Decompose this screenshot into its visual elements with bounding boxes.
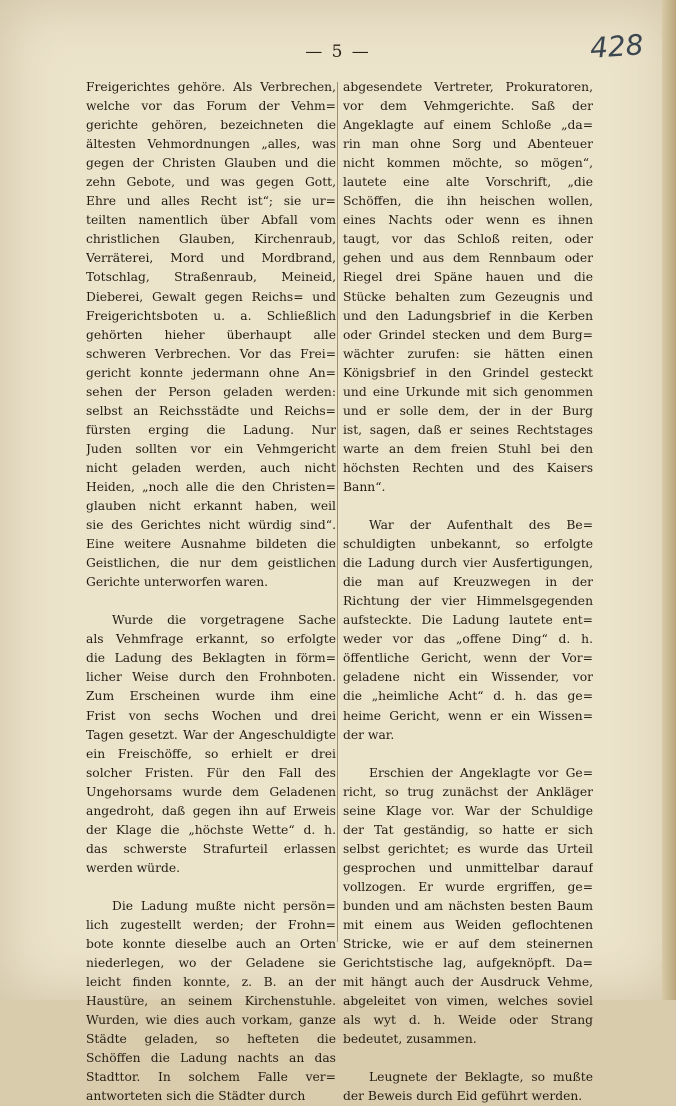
text-line: vor dem Vehmgerichte. Saß der [343, 99, 593, 114]
text-line: weder vor das „offene Ding“ d. h. [343, 632, 593, 647]
text-line: ältesten Vehmordnungen „alles, was [86, 137, 336, 152]
text-line: Verräterei, Mord und Mordbrand, [86, 251, 336, 266]
text-line: Tagen gesetzt. War der Angeschuldigte [86, 727, 336, 742]
text-line: niederlegen, wo der Geladene sie [86, 956, 336, 971]
text-line: nicht kommen möchte, so mögen“, [343, 156, 593, 171]
text-line: taugt, vor das Schloß reiten, oder [343, 232, 593, 247]
text-line: lautete eine alte Vorschrift, „die [343, 175, 593, 190]
text-line: Gerichte unterworfen waren. [86, 575, 269, 590]
paragraph [343, 516, 593, 745]
left-text-column [86, 78, 336, 1106]
text-line: rin man ohne Sorg und Abenteuer [343, 137, 593, 152]
text-line: ist, sagen, daß er seines Rechtstages [343, 422, 593, 437]
paragraph [343, 1068, 593, 1106]
text-line: heime Gericht, wenn er ein Wissen= [343, 708, 593, 723]
paragraph-gap [343, 745, 593, 764]
text-line: der war. [343, 727, 395, 742]
text-line: Leugnete der Beklagte, so mußte [369, 1070, 593, 1085]
text-line: wächter zurufen: sie hätten einen [343, 346, 593, 361]
text-line: die Ladung durch vier Ausfertigungen, [343, 556, 593, 571]
paragraph-gap [343, 1049, 593, 1068]
text-line: Stücke behalten zum Gezeugnis und [343, 289, 593, 304]
text-line: die „heimliche Acht“ d. h. das ge= [343, 689, 593, 704]
text-line: oder Grindel stecken und dem Burg= [343, 327, 593, 342]
text-line: Freigerichtes gehöre. Als Verbrechen, [86, 80, 336, 94]
text-line: glauben nicht erkannt haben, weil [86, 499, 336, 514]
text-line: Totschlag, Straßenraub, Meineid, [86, 270, 336, 285]
text-line: gerichte gehören, bezeichneten die [86, 118, 336, 133]
paragraph [343, 764, 593, 1050]
text-line: Stadttor. In solchem Falle ver= [86, 1070, 336, 1085]
text-line: christlichen Glauben, Kirchenraub, [86, 232, 336, 247]
text-line: Schöffen, die ihn heischen wollen, [343, 194, 593, 209]
text-line: Städte geladen, so hefteten die [86, 1032, 336, 1047]
text-line: Ungehorsams wurde dem Geladenen [86, 784, 336, 799]
text-line: fürsten erging die Ladung. Nur [86, 422, 336, 437]
text-line: höchsten Rechten und des Kaisers [343, 460, 593, 475]
text-line: und den Ladungsbrief in die Kerben [343, 308, 593, 323]
text-line: welche vor das Forum der Vehm= [86, 99, 336, 114]
text-line: bedeutet, zusammen. [343, 1032, 477, 1047]
text-line: der Klage die „höchste Wette“ d. h. [86, 822, 336, 837]
text-line: Angeklagte auf einem Schloße „da= [343, 118, 593, 133]
text-line: zehn Gebote, und was gegen Gott, [86, 175, 336, 190]
text-line: Frist von sechs Wochen und drei [86, 708, 336, 723]
paragraph [86, 611, 336, 878]
paragraph [86, 78, 336, 592]
paragraph-gap [343, 497, 593, 516]
text-line: gericht konnte jedermann ohne An= [86, 365, 336, 380]
text-line: Riegel drei Späne hauen und die [343, 270, 593, 285]
text-line: Dieberei, Gewalt gegen Reichs= und [86, 289, 336, 304]
text-line: solcher Fristen. Für den Fall des [86, 765, 336, 780]
text-line: Königsbrief in den Grindel gesteckt [343, 365, 593, 380]
text-line: antworteten sich die Städter durch [86, 1089, 306, 1104]
text-line: das schwerste Strafurteil erlassen [86, 841, 336, 856]
text-line: ein Freischöffe, so erhielt er drei [86, 746, 336, 761]
text-line: Zum Erscheinen wurde ihm eine [86, 689, 336, 704]
text-line: lich zugestellt werden; der Frohn= [86, 917, 336, 932]
text-line: als Vehmfrage erkannt, so erfolgte [86, 632, 336, 647]
text-line: öffentliche Gericht, wenn der Vor= [343, 651, 593, 666]
text-line: und eine Urkunde mit sich genommen [343, 384, 593, 399]
text-line: Wurden, wie dies auch vorkam, ganze [86, 1013, 336, 1028]
paragraph [343, 78, 593, 497]
text-line: der Beweis durch Eid geführt werden. [343, 1089, 583, 1104]
text-line: Juden sollten vor ein Vehmgericht [86, 441, 336, 456]
text-line: und er solle dem, der in der Burg [343, 403, 593, 418]
text-line: gehen und aus dem Rennbaum oder [343, 251, 593, 266]
text-line: richt, so trug zunächst der Ankläger [343, 784, 593, 799]
text-line: Eine weitere Ausnahme bildeten die [86, 537, 336, 552]
text-line: Haustüre, an seinem Kirchenstuhle. [86, 994, 336, 1009]
text-line: gegen der Christen Glauben und die [86, 156, 336, 171]
text-line: nicht geladen werden, auch nicht [86, 460, 336, 475]
text-line: als wyt d. h. Weide oder Strang [343, 1013, 593, 1028]
text-line: schuldigten unbekannt, so erfolgte [343, 537, 593, 552]
text-line: gehörten hieher überhaupt alle [86, 327, 336, 342]
text-line: Die Ladung mußte nicht persön= [112, 898, 336, 913]
right-text-column [343, 78, 593, 1106]
text-line: Bann“. [343, 479, 386, 494]
text-line: Stricke, wie er auf dem steinernen [343, 937, 593, 952]
text-line: Ehre und alles Recht ist“; sie ur= [86, 194, 336, 209]
text-line: eines Nachts oder wenn es ihnen [343, 213, 593, 228]
handwritten-archive-number: 428 [588, 28, 645, 65]
text-line: gesprochen und unmittelbar darauf [343, 860, 593, 875]
text-line: abgeleitet von vimen, welches soviel [343, 994, 593, 1009]
text-line: die man auf Kreuzwegen in der [343, 575, 593, 590]
text-line: selbst gerichtet; es wurde das Urteil [343, 841, 593, 856]
text-line: aufsteckte. Die Ladung lautete ent= [343, 613, 593, 628]
text-line: Gerichtstische lag, aufgeknöpft. Da= [343, 956, 593, 971]
column-divider [337, 82, 338, 942]
page-number: — 5 — [305, 42, 371, 62]
text-line: Wurde die vorgetragene Sache [112, 613, 336, 628]
text-line: sehen der Person geladen werden: [86, 384, 336, 399]
text-line: teilten namentlich über Abfall vom [86, 213, 336, 228]
text-line: die Ladung des Beklagten in förm= [86, 651, 336, 666]
text-line: Geistlichen, die nur dem geistlichen [86, 556, 336, 571]
text-line: mit einem aus Weiden geflochtenen [343, 917, 593, 932]
text-line: warte an dem freien Stuhl bei den [343, 441, 593, 456]
text-line: Erschien der Angeklagte vor Ge= [369, 765, 593, 780]
text-line: der Tat geständig, so hatte er sich [343, 822, 593, 837]
text-line: leicht finden konnte, z. B. an der [86, 975, 336, 990]
paragraph-gap [86, 878, 336, 897]
text-line: seine Klage vor. War der Schuldige [343, 803, 593, 818]
text-line: licher Weise durch den Frohnboten. [86, 670, 336, 685]
text-line: schweren Verbrechen. Vor das Frei= [86, 346, 336, 361]
text-line: angedroht, daß gegen ihn auf Erweis [86, 803, 336, 818]
text-line: vollzogen. Er wurde ergriffen, ge= [343, 879, 593, 894]
text-line: bote konnte dieselbe auch an Orten [86, 937, 336, 952]
text-line: War der Aufenthalt des Be= [369, 518, 593, 533]
text-line: sie des Gerichtes nicht würdig sind“. [86, 518, 336, 533]
text-line: Richtung der vier Himmelsgegenden [343, 594, 593, 609]
text-line: abgesendete Vertreter, Prokuratoren, [343, 80, 593, 94]
text-line: selbst an Reichsstädte und Reichs= [86, 403, 336, 418]
page-spine-edge [662, 0, 676, 1000]
text-line: geladene nicht ein Wissender, vor [343, 670, 593, 685]
text-line: Freigerichtsboten u. a. Schließlich [86, 308, 336, 323]
paragraph [86, 897, 336, 1106]
text-line: Schöffen die Ladung nachts an das [86, 1051, 336, 1066]
text-line: mit hängt auch der Ausdruck Vehme, [343, 975, 593, 990]
text-line: werden würde. [86, 860, 181, 875]
text-line: Heiden, „noch alle die den Christen= [86, 479, 336, 494]
text-line: bunden und am nächsten besten Baum [343, 898, 593, 913]
paragraph-gap [86, 592, 336, 611]
